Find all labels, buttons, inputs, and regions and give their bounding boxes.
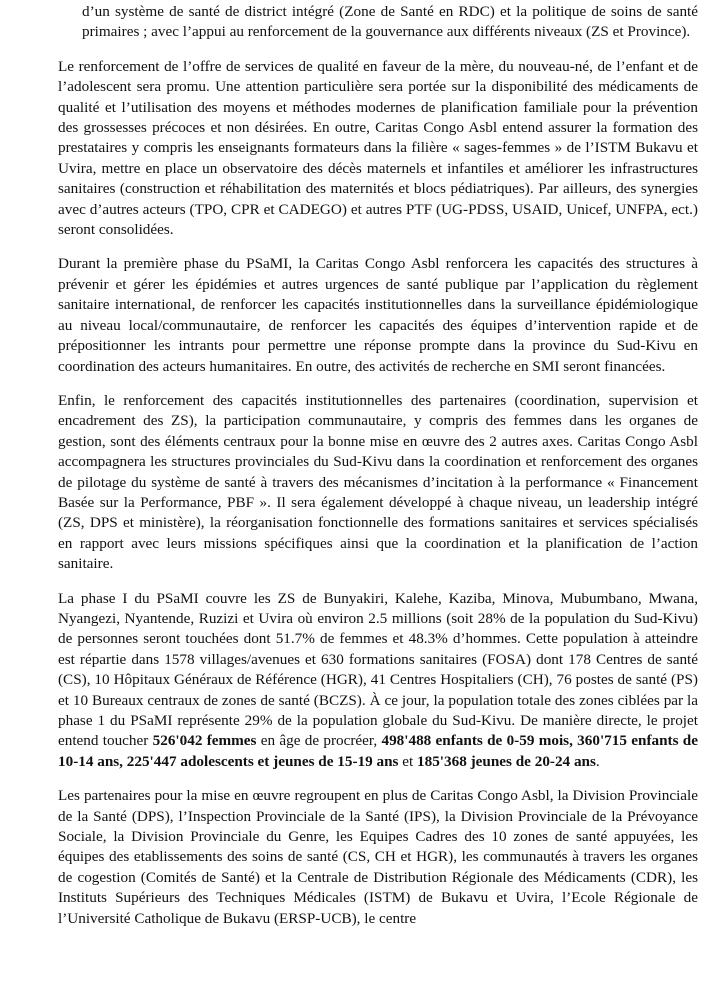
paragraph-continuation: d’un système de santé de district intégré (Zone de Santé en RDC) et la politique de soins de santé primaires ; avec l’appui au renforcement de la gouvernance aux différents niveaux (ZS et Province).	[82, 3, 698, 41]
target-children-youth: 498'488 enfants de 0-59 mois, 360'715 enfants de 10-14 ans, 225'447 adolescents et jeunes de 15-19 ans	[58, 732, 698, 770]
document-body	[58, 2, 698, 943]
paragraph-premiere-phase: Durant la première phase du PSaMI, la Caritas Congo Asbl renforcera les capacités des structures à prévenir et gérer les épidémies et autres urgences de santé publique par l’application du règlement sanitaire international, de renforcer les capacités institutionnelles dans la surveillance épidémiologique au niveau local/communautaire, de renforcer les capacités des équipes d’intervention rapide et de prépositionner les intrants pour permettre une réponse prompte dans la province du Sud-Kivu en coordination des acteurs humanitaires. En outre, des activités de recherche en SMI seront financées.	[58, 255, 698, 375]
paragraph-phase-couverture	[58, 589, 698, 773]
paragraph-renforcement-capacites: Enfin, le renforcement des capacités institutionnelles des partenaires (coordination, supervision et encadrement des ZS), la participation communautaire, y compris des femmes dans les organes de gestion, sont des éléments centraux pour la bonne mise en œuvre des 2 autres axes. Caritas Congo Asbl accompagnera les structures provinciales du Sud-Kivu dans la coordination et renforcement des organes de pilotage du système de santé à travers des mécanismes d’incitation à la performance « Financement Basée sur la Performance, PBF ». Il sera également développé à chaque niveau, un leadership intégré (ZS, DPS et ministère), la réorganisation fonctionnelle des formations sanitaires et services spécialisés en rapport avec leurs missions spécifiques ainsi que la coordination et la planification de l’action sanitaire.	[58, 391, 698, 573]
target-young-adults: 185'368 jeunes de 20-24 ans	[417, 752, 596, 770]
paragraph-phase-text-4: .	[595, 752, 600, 770]
paragraph-offre-services: Le renforcement de l’offre de services de qualité en faveur de la mère, du nouveau-né, de l’enfant et de l’adolescent sera promu. Une attention particulière sera portée sur la disponibilité des médicaments de qualité et l’utilisation des moyens et méthodes modernes de planification familiale pour la prévention des grossesses précoces et non désirées. En outre, Caritas Congo Asbl entend assurer la formation des prestataires y compris les enseignants formateurs dans la filière « sages-femmes » de l’ISTM Bukavu et Uvira, mettre en place un observatoire des décès maternels et infantiles et améliorer les infrastructures sanitaires (construction et réhabilitation des maternités et blocs pédiatriques). Par ailleurs, des synergies avec d’autres acteurs (TPO, CPR et CADEGO) et autres PTF (UG-PDSS, USAID, Unicef, UNFPA, ect.) seront consolidées.	[58, 57, 698, 239]
target-women: 526'042 femmes	[152, 732, 257, 750]
paragraph-partenaires: Les partenaires pour la mise en œuvre regroupent en plus de Caritas Congo Asbl, la Division Provinciale de la Santé (DPS), l’Inspection Provinciale de la Santé (IPS), la Division Provinciale de la Prévoyance Sociale, la Division Provinciale du Genre, les Equipes Cadres des 10 zones de santé appuyées, les équipes des etablissements des soins de santé (CS, CH et HGR), les communautés à travers les organes de cogestion (Comités de Santé) et la Centrale de Distribution Régionale des Médicaments (CDR), les Instituts Supérieurs des Techniques Médicales (ISTM) de Bukavu et Uvira, l’Ecole Régionale de l’Université Catholique de Bukavu (ERSP-UCB), le centre	[58, 787, 698, 927]
paragraph-phase-text-2: en âge de procréer,	[256, 732, 382, 750]
paragraph-phase-text-3: et	[398, 752, 418, 770]
paragraph-phase-text: La phase I du PSaMI couvre les ZS de Bunyakiri, Kalehe, Kaziba, Minova, Mubumbano, Mwana, Nyangezi, Nyantende, Ruzizi et Uvira où environ 2.5 millions (soit 28% de la population du Sud-Kivu) de personnes seront touchées dont 51.7% de femmes et 48.3% d’hommes. Cette population à atteindre est répartie dans 1578 villages/avenues et 630 formations sanitaires (FOSA) dont 178 Centres de santé (CS), 10 Hôpitaux Généraux de Référence (HGR), 41 Centres Hospitaliers (CH), 76 postes de santé (PS) et 10 Bureaux centraux de zones de santé (BCZS). À ce jour, la population totale des zones ciblées par la phase 1 du PSaMI représente 29% de la population globale du Sud-Kivu. De manière directe, le projet entend toucher	[58, 589, 698, 750]
